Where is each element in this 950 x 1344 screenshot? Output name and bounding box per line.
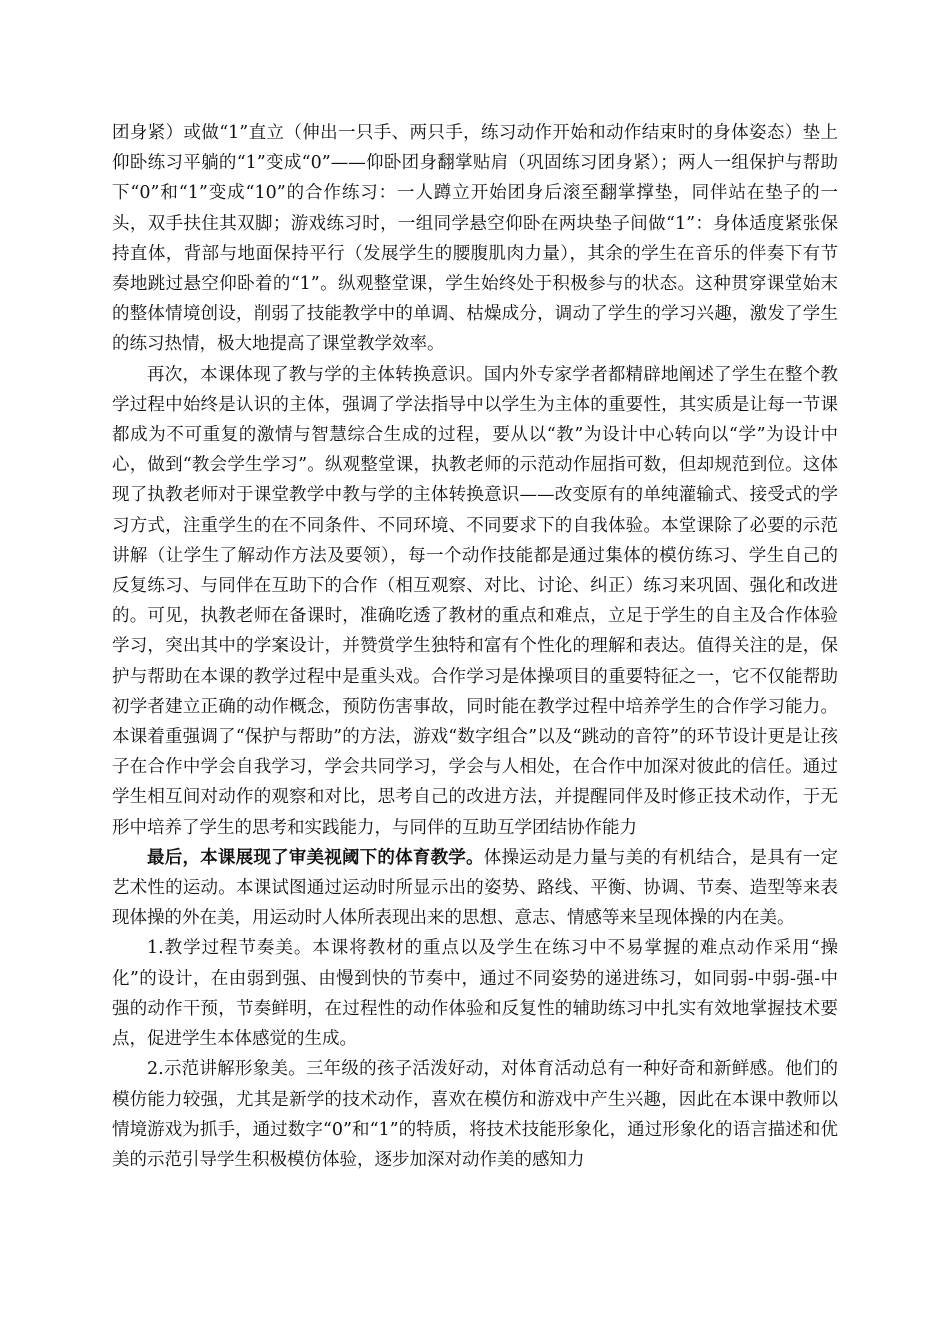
paragraph-subject-transformation: 再次，本课体现了教与学的主体转换意识。国内外专家学者都精辟地阐述了学生在整个教学过程中始终是认识的主体，强调了学法指导中以学生为主体的重要性，其实质是让每一节课都成为不可重复的激情与智慧综合生成的过程，要从以“教”为设计中心转向以“学”为设计中心，做到“教会学生学习”。纵观整堂课，执教老师的示范动作屈指可数，但却规范到位。这体现了执教老师对于课堂教学中教与学的主体转换意识——改变原有的单纯灌输式、接受式的学习方式，注重学生的在不同条件、不同环境、不同要求下的自我体验。本堂课除了必要的示范讲解（让学生了解动作方法及要领），每一个动作技能都是通过集体的模仿练习、学生自己的反复练习、与同伴在互助下的合作（相互观察、对比、讨论、纠正）练习来巩固、强化和改进的。可见，执教老师在备课时，准确吃透了教材的重点和难点，立足于学生的自主及合作体验学习，突出其中的学案设计，并赞赏学生独特和富有个性化的理解和表达。值得关注的是，保护与帮助在本课的教学过程中是重头戏。合作学习是体操项目的重要特征之一，它不仅能帮助初学者建立正确的动作概念，预防伤害事故，同时能在教学过程中培养学生的合作学习能力。本课着重强调了“保护与帮助”的方法，游戏“数字组合”以及“跳动的音符”的环节设计更是让孩子在合作中学会自我学习，学会共同学习，学会与人相处，在合作中加深对彼此的信任。通过学生相互间对动作的观察和对比，思考自己的改进方法，并提醒同伴及时修正技术动作，于无形中培养了学生的思考和实践能力，与同伴的互助互学团结协作能力 <box>112 364 838 838</box>
paragraph-continuation: 团身紧）或做“1”直立（伸出一只手、两只手，练习动作开始和动作结束时的身体姿态）垫上仰卧练习平躺的“1”变成“0”——仰卧团身翻掌贴肩（巩固练习团身紧）；两人一组保护与帮助下“0”和“1”变成“10”的合作练习：一人蹲立开始团身后滚至翻掌撑垫，同伴站在垫子的一头，双手扶住其双脚；游戏练习时，一组同学悬空仰卧在两块垫子间做“1”：身体适度紧张保持直体，背部与地面保持平行（发展学生的腰腹肌肉力量），其余的学生在音乐的伴奏下有节奏地跳过悬空仰卧着的“1”。纵观整堂课，学生始终处于积极参与的状态。这种贯穿课堂始末的整体情境创设，削弱了技能教学中的单调、枯燥成分，调动了学生的学习兴趣，激发了学生的练习热情，极大地提高了课堂教学效率。 <box>112 123 838 355</box>
paragraph-rhythm-beauty: 1.教学过程节奏美。本课将教材的重点以及学生在练习中不易掌握的难点动作采用“操化”的设计，在由弱到强、由慢到快的节奏中，通过不同姿势的递进练习，如同弱-中弱-强-中强的动作干预，节奏鲜明，在过程性的动作体验和反复性的辅助练习中扎实有效地掌握技术要点，促进学生本体感觉的生成。 <box>112 938 838 1050</box>
paragraph-heading-bold: 最后，本课展现了审美视阈下的体育教学。 <box>147 847 484 868</box>
paragraph-demonstration-beauty: 2.示范讲解形象美。三年级的孩子活泼好动，对体育活动总有一种好奇和新鲜感。他们的模仿能力较强，尤其是新学的技术动作，喜欢在模仿和游戏中产生兴趣，因此在本课中教师以情境游戏为抓手，通过数字“0”和“1”的特质，将技术技能形象化，通过形象化的语言描述和优美的示范引导学生积极模仿体验，逐步加深对动作美的感知力 <box>112 1059 838 1170</box>
paragraph-aesthetic-teaching <box>112 843 838 934</box>
paragraph-text: 体操运动是力量与美的有机结合，是具有一定艺术性的运动。本课试图通过运动时所显示出的姿势、路线、平衡、协调、节奏、造型等来表现体操的外在美，用运动时人体所表现出来的思想、意志、情感等来呈现体操的内在美。 <box>112 847 838 929</box>
document-body <box>112 118 838 1175</box>
